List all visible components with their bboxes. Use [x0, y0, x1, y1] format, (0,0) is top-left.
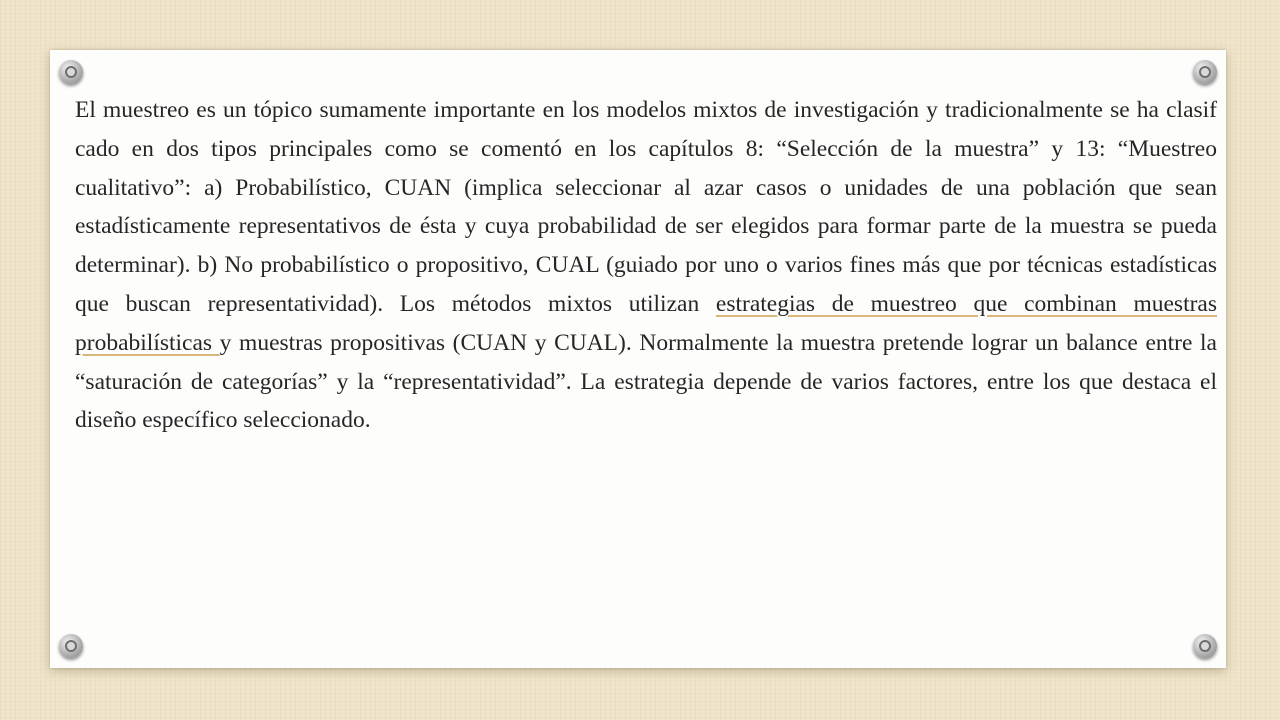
pin-icon-bottom-left	[59, 634, 83, 658]
paragraph-text-start: El muestreo es un tópico sumamente importante en los modelos mixtos de investigación y tradicionalmente se ha clasif cado en dos tipos principales como se comentó en los capítulos 8: “Selección de la muestra” y 13: “Muestreo cualitativo”: a) Probabilístico, CUAN (implica seleccionar al azar casos o unidades de una población que sean estadísticamente representativos de ésta y cuya probabilidad de ser elegidos para formar parte de la muestra se pueda determinar). b) No probabilístico o propositivo, CUAL (guiado por uno o varios fines más que por técnicas estadísticas que buscan representatividad). Los métodos mixtos utilizan	[75, 97, 1217, 317]
slide-card	[50, 50, 1226, 668]
pin-icon-top-left	[59, 60, 83, 84]
underlined-phrase: estrategias de muestreo que combinan muestras probabilísticas	[75, 290, 1217, 356]
body-paragraph	[75, 91, 1217, 440]
pin-icon-bottom-right	[1193, 634, 1217, 658]
pin-icon-top-right	[1193, 60, 1217, 84]
paragraph-text-end: y muestras propositivas (CUAN y CUAL). Normalmente la muestra pretende lograr un balance entre la “saturación de categorías” y la “representatividad”. La estrategia depende de varios factores, entre los que destaca el diseño específico seleccionado.	[75, 329, 1217, 434]
